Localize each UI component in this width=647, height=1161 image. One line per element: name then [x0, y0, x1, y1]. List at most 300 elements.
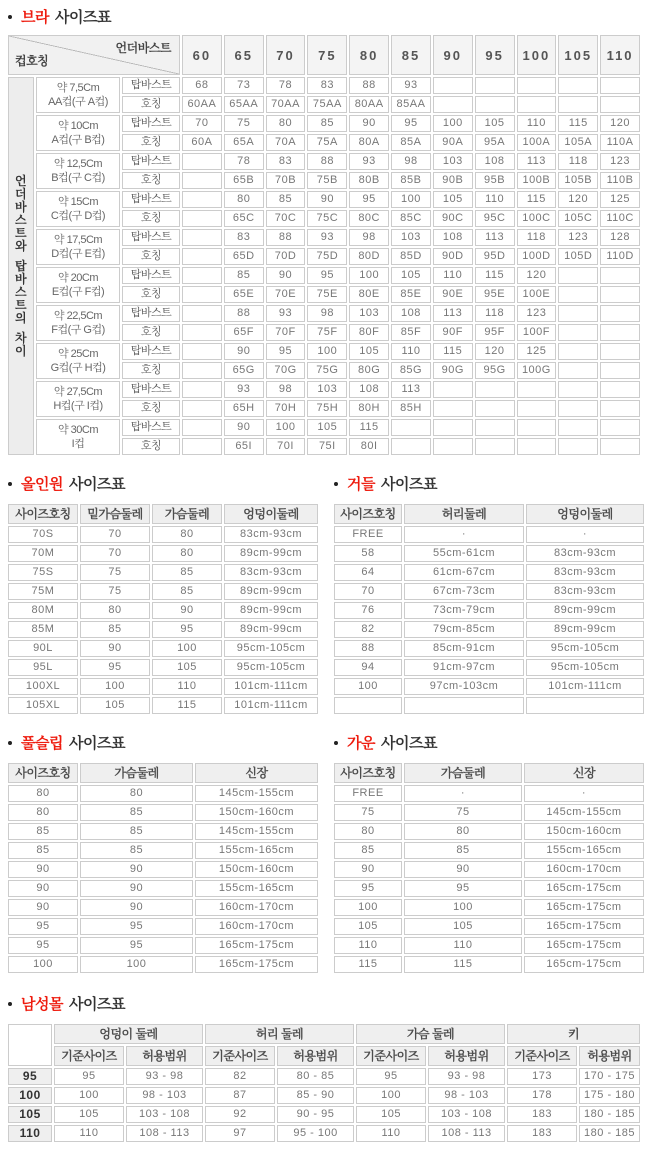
- fullslip-cell: 95: [8, 918, 78, 935]
- size-name-cell: 75A: [307, 134, 347, 151]
- size-name-cell: 65E: [224, 286, 264, 303]
- size-name-cell: 65A: [224, 134, 264, 151]
- size-name-cell: 85B: [391, 172, 431, 189]
- mens-sub-header: 기준사이즈: [356, 1046, 426, 1066]
- allinone-table-row: [8, 526, 318, 543]
- girdle-cell: 83cm-93cm: [526, 545, 644, 562]
- allinone-cell: 90: [80, 640, 150, 657]
- gown-cell: 75: [404, 804, 522, 821]
- fullslip-column-header: 사이즈호칭: [8, 763, 78, 783]
- mens-cell: 92: [205, 1106, 275, 1123]
- gown-table-row: [334, 956, 644, 973]
- girdle-cell: 91cm-97cm: [404, 659, 524, 676]
- mens-cell: 97: [205, 1125, 275, 1142]
- topbust-value-cell: [600, 381, 640, 398]
- bra-topbust-row: [8, 343, 640, 360]
- name-row-label: 호칭: [122, 286, 180, 303]
- topbust-value-cell: [475, 77, 515, 94]
- mens-cell: 98 - 103: [428, 1087, 505, 1104]
- girdle-cell: 58: [334, 545, 402, 562]
- name-row-label: 호칭: [122, 324, 180, 341]
- topbust-value-cell: 85: [224, 267, 264, 284]
- topbust-value-cell: 123: [600, 153, 640, 170]
- fullslip-cell: 95: [8, 937, 78, 954]
- topbust-value-cell: 90: [224, 419, 264, 436]
- mens-cell: 108 - 113: [428, 1125, 505, 1142]
- girdle-cell: 100: [334, 678, 402, 695]
- size-name-cell: [182, 172, 222, 189]
- fullslip-cell: 90: [8, 880, 78, 897]
- gown-cell: 150cm-160cm: [524, 823, 644, 840]
- gown-cell: 115: [334, 956, 402, 973]
- topbust-value-cell: [475, 381, 515, 398]
- allinone-column-header: 가슴둘레: [152, 504, 222, 524]
- size-name-cell: 110C: [600, 210, 640, 227]
- size-name-cell: 80G: [349, 362, 389, 379]
- allinone-cell: 100XL: [8, 678, 78, 695]
- size-name-cell: 70E: [266, 286, 306, 303]
- size-name-cell: [433, 438, 473, 455]
- allinone-cell: 95cm-105cm: [224, 659, 318, 676]
- size-name-cell: 70D: [266, 248, 306, 265]
- topbust-value-cell: 125: [600, 191, 640, 208]
- allinone-cell: 89cm-99cm: [224, 621, 318, 638]
- size-name-cell: [600, 286, 640, 303]
- topbust-row-label: 탑바스트: [122, 77, 180, 94]
- mens-cell: 173: [507, 1068, 577, 1085]
- size-name-cell: 65G: [224, 362, 264, 379]
- mens-cell: 98 - 103: [126, 1087, 203, 1104]
- topbust-value-cell: 105: [475, 115, 515, 132]
- gown-title-rest: 사이즈표: [380, 735, 437, 752]
- size-name-cell: 80D: [349, 248, 389, 265]
- size-name-cell: 90A: [433, 134, 473, 151]
- size-name-cell: 65D: [224, 248, 264, 265]
- size-name-cell: 95G: [475, 362, 515, 379]
- mens-cell: 105: [54, 1106, 124, 1123]
- fullslip-table-row: [8, 918, 318, 935]
- topbust-value-cell: 68: [182, 77, 222, 94]
- size-name-cell: 80C: [349, 210, 389, 227]
- fullslip-cell: 85: [8, 823, 78, 840]
- size-name-cell: 80E: [349, 286, 389, 303]
- topbust-value-cell: 115: [517, 191, 557, 208]
- size-name-cell: [182, 362, 222, 379]
- fullslip-cell: 150cm-160cm: [195, 861, 318, 878]
- size-name-cell: 75G: [307, 362, 347, 379]
- allinone-cell: 75: [80, 564, 150, 581]
- topbust-value-cell: [182, 153, 222, 170]
- size-name-cell: [517, 400, 557, 417]
- bra-topbust-row: [8, 305, 640, 322]
- topbust-value-cell: 103: [349, 305, 389, 322]
- topbust-value-cell: 78: [224, 153, 264, 170]
- topbust-row-label: 탑바스트: [122, 229, 180, 246]
- allinone-table-row: [8, 697, 318, 714]
- name-row-label: 호칭: [122, 96, 180, 113]
- topbust-value-cell: 108: [349, 381, 389, 398]
- gown-cell: 165cm-175cm: [524, 918, 644, 935]
- size-name-cell: [182, 324, 222, 341]
- size-name-cell: [600, 96, 640, 113]
- girdle-cell: 95cm-105cm: [526, 640, 644, 657]
- allinone-title-rest: 사이즈표: [68, 476, 125, 493]
- topbust-value-cell: 115: [433, 343, 473, 360]
- allinone-cell: 70M: [8, 545, 78, 562]
- gown-cell: 100: [334, 899, 402, 916]
- girdle-title-accent: 거들: [347, 476, 375, 493]
- size-name-cell: 65B: [224, 172, 264, 189]
- mens-cell: 95: [356, 1068, 426, 1085]
- fullslip-cell: 90: [80, 880, 193, 897]
- topbust-value-cell: [517, 77, 557, 94]
- size-name-cell: 100C: [517, 210, 557, 227]
- allinone-cell: 75M: [8, 583, 78, 600]
- girdle-cell: [526, 697, 644, 714]
- underbust-header: 110: [600, 35, 640, 75]
- topbust-value-cell: [182, 267, 222, 284]
- size-name-cell: [475, 96, 515, 113]
- size-name-cell: 75F: [307, 324, 347, 341]
- girdle-cell: [404, 697, 524, 714]
- gown-cell: 90: [334, 861, 402, 878]
- girdle-title-rest: 사이즈표: [380, 476, 437, 493]
- fullslip-cell: 85: [80, 804, 193, 821]
- fullslip-cell: 100: [8, 956, 78, 973]
- topbust-value-cell: 88: [307, 153, 347, 170]
- bra-header-row: [8, 35, 640, 75]
- gown-table-row: [334, 804, 644, 821]
- size-name-cell: 90F: [433, 324, 473, 341]
- size-name-cell: 95C: [475, 210, 515, 227]
- topbust-value-cell: 118: [558, 153, 598, 170]
- mens-title-accent: 남성몰: [21, 996, 63, 1013]
- topbust-value-cell: 105: [307, 419, 347, 436]
- size-name-cell: 65AA: [224, 96, 264, 113]
- size-name-cell: 80AA: [349, 96, 389, 113]
- topbust-value-cell: 103: [307, 381, 347, 398]
- gown-table-row: [334, 842, 644, 859]
- mens-row-label: 105: [8, 1106, 52, 1123]
- cup-name-cell: 약 10Cm A컵(구 B컵): [36, 115, 120, 151]
- topbust-value-cell: 110: [475, 191, 515, 208]
- gown-cell: 100: [404, 899, 522, 916]
- allinone-cell: 110: [152, 678, 222, 695]
- size-name-cell: 85G: [391, 362, 431, 379]
- allinone-table-row: [8, 583, 318, 600]
- topbust-value-cell: [182, 381, 222, 398]
- mens-cell: 100: [54, 1087, 124, 1104]
- topbust-value-cell: [182, 343, 222, 360]
- size-name-cell: [182, 400, 222, 417]
- topbust-value-cell: [182, 419, 222, 436]
- gown-cell: 105: [334, 918, 402, 935]
- mens-cell: 183: [507, 1125, 577, 1142]
- size-name-cell: 90C: [433, 210, 473, 227]
- size-name-cell: 85D: [391, 248, 431, 265]
- topbust-row-label: 탑바스트: [122, 191, 180, 208]
- topbust-value-cell: 105: [349, 343, 389, 360]
- size-name-cell: [600, 400, 640, 417]
- fullslip-cell: 90: [80, 861, 193, 878]
- mens-cell: 95: [54, 1068, 124, 1085]
- mens-cell: 110: [54, 1125, 124, 1142]
- fullslip-size-table: [6, 761, 320, 975]
- mens-cell: 90 - 95: [277, 1106, 354, 1123]
- size-name-cell: 65F: [224, 324, 264, 341]
- size-name-cell: 85AA: [391, 96, 431, 113]
- size-name-cell: 95B: [475, 172, 515, 189]
- size-name-cell: 110D: [600, 248, 640, 265]
- topbust-value-cell: 105: [391, 267, 431, 284]
- mens-cell: 175 - 180: [579, 1087, 640, 1104]
- mens-table-row: [8, 1125, 640, 1142]
- topbust-value-cell: [600, 419, 640, 436]
- size-name-cell: 70B: [266, 172, 306, 189]
- mens-group-header: 허리 둘레: [205, 1024, 354, 1044]
- gown-cell: 115: [404, 956, 522, 973]
- mens-size-table: [6, 1022, 642, 1144]
- mens-cell: 110: [356, 1125, 426, 1142]
- topbust-value-cell: 128: [600, 229, 640, 246]
- gown-cell: 145cm-155cm: [524, 804, 644, 821]
- name-row-label: 호칭: [122, 248, 180, 265]
- topbust-value-cell: 83: [266, 153, 306, 170]
- bullet-icon: [8, 15, 12, 19]
- topbust-value-cell: 113: [391, 381, 431, 398]
- mens-section-title: [8, 975, 647, 1014]
- topbust-value-cell: 125: [517, 343, 557, 360]
- topbust-value-cell: 110: [433, 267, 473, 284]
- allinone-header-row: [8, 504, 318, 524]
- size-name-cell: 90G: [433, 362, 473, 379]
- size-name-cell: [558, 324, 598, 341]
- fullslip-section-title: [8, 726, 320, 753]
- gown-header-row: [334, 763, 644, 783]
- size-name-cell: 75H: [307, 400, 347, 417]
- topbust-value-cell: 115: [475, 267, 515, 284]
- fullslip-cell: 150cm-160cm: [195, 804, 318, 821]
- mens-table-row: [8, 1068, 640, 1085]
- gown-table-row: [334, 937, 644, 954]
- size-name-cell: [558, 400, 598, 417]
- bullet-icon: [8, 1002, 12, 1006]
- mens-sub-header: 허용범위: [277, 1046, 354, 1066]
- topbust-value-cell: 120: [475, 343, 515, 360]
- topbust-value-cell: 88: [266, 229, 306, 246]
- size-name-cell: 105B: [558, 172, 598, 189]
- topbust-value-cell: 83: [224, 229, 264, 246]
- size-name-cell: [600, 362, 640, 379]
- topbust-value-cell: 98: [266, 381, 306, 398]
- mens-cell: 93 - 98: [428, 1068, 505, 1085]
- topbust-value-cell: 88: [224, 305, 264, 322]
- gown-cell: ·: [524, 785, 644, 802]
- size-name-cell: [182, 248, 222, 265]
- girdle-cell: 61cm-67cm: [404, 564, 524, 581]
- girdle-cell: 97cm-103cm: [404, 678, 524, 695]
- cup-name-cell: 약 20Cm E컵(구 F컵): [36, 267, 120, 303]
- allinone-cell: 70: [80, 545, 150, 562]
- size-name-cell: [391, 438, 431, 455]
- topbust-value-cell: 98: [391, 153, 431, 170]
- bra-title-rest: 사이즈표: [54, 9, 111, 26]
- girdle-section-title: [334, 467, 646, 494]
- size-name-cell: 75I: [307, 438, 347, 455]
- mens-sub-header: 허용범위: [579, 1046, 640, 1066]
- fullslip-section: [0, 726, 320, 975]
- fullslip-table-row: [8, 823, 318, 840]
- allinone-cell: 85: [152, 583, 222, 600]
- size-name-cell: 75D: [307, 248, 347, 265]
- allinone-cell: 89cm-99cm: [224, 545, 318, 562]
- underbust-header: 70: [266, 35, 306, 75]
- topbust-value-cell: 103: [391, 229, 431, 246]
- side-label-word: 언 더 바 스 트 와: [14, 173, 28, 253]
- girdle-table-row: [334, 678, 644, 695]
- bra-section-title: [8, 0, 647, 27]
- mens-cell: 178: [507, 1087, 577, 1104]
- topbust-value-cell: 93: [391, 77, 431, 94]
- fullslip-table-row: [8, 956, 318, 973]
- topbust-value-cell: 100: [266, 419, 306, 436]
- topbust-value-cell: 80: [266, 115, 306, 132]
- topbust-value-cell: 118: [475, 305, 515, 322]
- topbust-value-cell: [517, 381, 557, 398]
- gown-cell: 110: [334, 937, 402, 954]
- fullslip-table-row: [8, 899, 318, 916]
- allinone-column-header: 밑가슴둘레: [80, 504, 150, 524]
- mens-title-rest: 사이즈표: [68, 996, 125, 1013]
- girdle-cell: 76: [334, 602, 402, 619]
- fullslip-column-header: 가슴둘레: [80, 763, 193, 783]
- fullslip-cell: 80: [80, 785, 193, 802]
- mens-cell: 95 - 100: [277, 1125, 354, 1142]
- name-row-label: 호칭: [122, 210, 180, 227]
- gown-cell: 165cm-175cm: [524, 899, 644, 916]
- gown-cell: ·: [404, 785, 522, 802]
- size-name-cell: 105D: [558, 248, 598, 265]
- allinone-table-row: [8, 621, 318, 638]
- mens-group-header: 엉덩이 둘레: [54, 1024, 203, 1044]
- topbust-value-cell: 78: [266, 77, 306, 94]
- side-label-word: 탑 바 스 트 의: [14, 258, 28, 325]
- mens-cell: 108 - 113: [126, 1125, 203, 1142]
- fullslip-gown-row: [0, 726, 647, 975]
- gown-table-row: [334, 861, 644, 878]
- girdle-cell: 83cm-93cm: [526, 564, 644, 581]
- size-name-cell: [433, 96, 473, 113]
- gown-cell: 85: [334, 842, 402, 859]
- allinone-cell: 85M: [8, 621, 78, 638]
- mens-table-row: [8, 1106, 640, 1123]
- topbust-value-cell: [600, 305, 640, 322]
- allinone-cell: 85: [152, 564, 222, 581]
- girdle-table-row: [334, 621, 644, 638]
- mens-cell: 183: [507, 1106, 577, 1123]
- cup-name-cell: 약 17,5Cm D컵(구 E컵): [36, 229, 120, 265]
- fullslip-table-row: [8, 785, 318, 802]
- topbust-row-label: 탑바스트: [122, 305, 180, 322]
- bullet-icon: [334, 741, 338, 745]
- topbust-value-cell: [433, 381, 473, 398]
- topbust-value-cell: 95: [391, 115, 431, 132]
- topbust-row-label: 탑바스트: [122, 153, 180, 170]
- underbust-header: 75: [307, 35, 347, 75]
- topbust-value-cell: 105: [433, 191, 473, 208]
- girdle-table-row: [334, 659, 644, 676]
- topbust-row-label: 탑바스트: [122, 267, 180, 284]
- topbust-value-cell: 85: [266, 191, 306, 208]
- topbust-value-cell: 93: [266, 305, 306, 322]
- mens-sub-header-row: [8, 1046, 640, 1066]
- name-row-label: 호칭: [122, 438, 180, 455]
- size-name-cell: [558, 286, 598, 303]
- girdle-cell: 73cm-79cm: [404, 602, 524, 619]
- size-name-cell: 80F: [349, 324, 389, 341]
- mens-corner-cell: [8, 1024, 52, 1066]
- bra-topbust-row: [8, 229, 640, 246]
- girdle-size-table: [332, 502, 646, 716]
- mens-sub-header: 기준사이즈: [507, 1046, 577, 1066]
- fullslip-table-row: [8, 804, 318, 821]
- topbust-value-cell: 90: [307, 191, 347, 208]
- gown-table-row: [334, 880, 644, 897]
- allinone-cell: 80: [152, 545, 222, 562]
- size-name-cell: 80A: [349, 134, 389, 151]
- size-name-cell: 90D: [433, 248, 473, 265]
- allinone-cell: 100: [80, 678, 150, 695]
- size-name-cell: [558, 96, 598, 113]
- size-name-cell: 85F: [391, 324, 431, 341]
- cup-name-cell: 약 7,5Cm AA컵(구 A컵): [36, 77, 120, 113]
- topbust-value-cell: 113: [517, 153, 557, 170]
- topbust-value-cell: 80: [224, 191, 264, 208]
- allinone-cell: 70: [80, 526, 150, 543]
- topbust-value-cell: [433, 77, 473, 94]
- size-name-cell: [475, 438, 515, 455]
- size-name-cell: 65I: [224, 438, 264, 455]
- size-name-cell: 100A: [517, 134, 557, 151]
- topbust-value-cell: 110: [391, 343, 431, 360]
- size-name-cell: 70AA: [266, 96, 306, 113]
- underbust-header: 100: [517, 35, 557, 75]
- allinone-cell: 90L: [8, 640, 78, 657]
- bullet-icon: [8, 741, 12, 745]
- size-name-cell: 65H: [224, 400, 264, 417]
- gown-cell: FREE: [334, 785, 402, 802]
- size-name-cell: [182, 286, 222, 303]
- gown-cell: 95: [334, 880, 402, 897]
- mens-cell: 82: [205, 1068, 275, 1085]
- allinone-cell: 115: [152, 697, 222, 714]
- girdle-table-row: [334, 564, 644, 581]
- size-name-cell: 75E: [307, 286, 347, 303]
- size-name-cell: 75AA: [307, 96, 347, 113]
- allinone-cell: 95cm-105cm: [224, 640, 318, 657]
- fullslip-cell: 85: [8, 842, 78, 859]
- bullet-icon: [8, 482, 12, 486]
- topbust-value-cell: [600, 77, 640, 94]
- cup-name-cell: 약 27,5Cm H컵(구 I컵): [36, 381, 120, 417]
- allinone-cell: 80: [152, 526, 222, 543]
- name-row-label: 호칭: [122, 134, 180, 151]
- underbust-corner-label: 언더바스트: [115, 41, 171, 55]
- girdle-cell: 55cm-61cm: [404, 545, 524, 562]
- gown-cell: 155cm-165cm: [524, 842, 644, 859]
- underbust-header: 65: [224, 35, 264, 75]
- allinone-cell: 105: [80, 697, 150, 714]
